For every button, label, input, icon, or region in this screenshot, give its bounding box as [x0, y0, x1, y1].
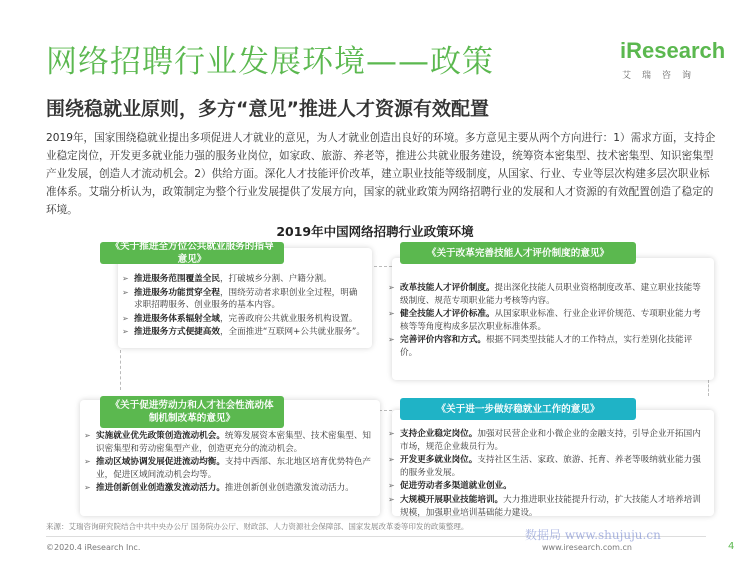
arrow-bullet-icon: ➢	[84, 457, 91, 467]
arrow-bullet-icon: ➢	[388, 481, 395, 491]
connector-right	[708, 380, 709, 396]
logo-wordmark: iResearch	[620, 38, 726, 63]
policy-card-header: 《关于推进全方位公共就业服务的指导意见》	[100, 242, 284, 264]
list-item: ➢ 实施就业优先政策创造流动机会。统筹发展资本密集型、技术密集型、知识密集型和劳动密集型产业，创造更充分的流动机会。	[84, 431, 372, 454]
arrow-bullet-icon: ➢	[388, 309, 395, 319]
list-item: ➢ 促进劳动者多渠道就业创业。	[388, 481, 512, 492]
arrow-bullet-icon: ➢	[84, 483, 91, 493]
list-item: ➢ 开发更多就业岗位。支持社区生活、家政、旅游、托育、养老等吸纳就业能力强的服务业发展。	[388, 455, 701, 478]
chart-title: 2019年中国网络招聘行业政策环境	[276, 224, 474, 239]
policy-card-list	[388, 428, 706, 520]
iresearch-logo	[620, 38, 726, 84]
arrow-bullet-icon: ➢	[122, 274, 129, 283]
logo-chinese-name: 艾瑞咨询	[622, 71, 703, 81]
list-item: ➢ 推动区域协调发展促进流动均衡。支持中西部、东北地区培育优势特色产业，促进区域间流动机会均等。	[84, 457, 372, 480]
arrow-bullet-icon: ➢	[388, 429, 395, 438]
list-item: ➢ 完善评价内容和方式。根据不同类型技能人才的工作特点，实行差别化技能评价。	[388, 335, 693, 358]
list-item: ➢ 健全技能人才评价标准。从国家职业标准、行业企业评价规范、专项职业能力考核等等角度构成多层次职业标准体系。	[388, 309, 701, 332]
policy-card-list	[84, 430, 376, 496]
connector-left	[120, 350, 121, 390]
intro-paragraph: 2019年，国家围绕稳就业提出多项促进人才就业的意见，为人才就业创造出良好的环境。多方意见主要从两个方向进行：1）需求方面，支持企业稳定岗位，开发更多就业能力强的服务业岗位，如家政、旅游、养老等，推进公共就业服务建设，统筹资本密集型、技术密集型、知识密集型产业发展，创造人才流动机会。2）供给方面。深化人才技能评价改革，建立职业技能等级制度，从国家、行业、专业等层次构建多层次职业标准体系。艾瑞分析认为，政策制定为整个行业发展提供了发展方向，国家的就业政策为网络招聘行业的发展和人才资源的有效配置创造了稳定的环境。	[46, 132, 716, 217]
list-item: ➢ 推进服务功能贯穿全程，围绕劳动者求职创业全过程，明确求职招聘服务、创业服务的基本内容。	[122, 287, 358, 311]
list-item: ➢ 推进服务方式便捷高效，全面推进“互联网+公共就业服务”。	[122, 327, 365, 338]
policy-card-header: 《关于改革完善技能人才评价制度的意见》	[400, 242, 636, 264]
website-link[interactable]: www.iresearch.com.cn	[542, 543, 632, 552]
arrow-bullet-icon: ➢	[84, 431, 91, 440]
policy-card-header: 《关于进一步做好稳就业工作的意见》	[400, 398, 636, 420]
list-item: ➢ 改革技能人才评价制度。提出深化技能人员职业资格制度改革、建立职业技能等级制度、规范专项职业能力考核等内容。	[388, 283, 701, 306]
copyright: ©2020.4 iResearch Inc.	[46, 543, 141, 552]
arrow-bullet-icon: ➢	[388, 283, 395, 292]
watermark: 数据局 www.shujuju.cn	[525, 528, 661, 542]
list-item: ➢ 支持企业稳定岗位。加强对民营企业和小微企业的金融支持，引导企业开拓国内市场，规范企业裁员行为。	[388, 429, 701, 452]
arrow-bullet-icon: ➢	[388, 335, 395, 345]
arrow-bullet-icon: ➢	[122, 327, 129, 337]
list-item: ➢ 推进创新创业创造激发流动活力。推进创新创业创造激发流动活力。	[84, 483, 354, 494]
list-item: ➢ 推进服务体系辐射全域，完善政府公共就业服务机构设置。	[122, 313, 358, 324]
list-item: ➢ 推进服务范围覆盖全民，打破城乡分割、户籍分割。	[122, 274, 332, 284]
arrow-bullet-icon: ➢	[388, 494, 395, 504]
page-number: 4	[728, 541, 735, 552]
source-note: 来源：艾瑞咨询研究院结合中共中央办公厅 国务院办公厅、财政部、人力资源社会保障部、国家发展改革委等印发的政策整理。	[46, 522, 469, 531]
policy-card-list	[388, 282, 706, 361]
arrow-bullet-icon: ➢	[388, 455, 395, 465]
list-item: ➢ 大规模开展职业技能培训。大力推进职业技能提升行动，扩大技能人才培养培训规模，加强职业培训基础能力建设。	[388, 494, 701, 518]
arrow-bullet-icon: ➢	[122, 313, 129, 323]
page-subtitle: 围绕稳就业原则，多方“意见”推进人才资源有效配置	[46, 98, 489, 120]
policy-card-header: 《关于促进劳动力和人才社会性流动体制机制改革的意见》	[100, 396, 284, 428]
arrow-bullet-icon: ➢	[122, 287, 129, 297]
page-title: 网络招聘行业发展环境——政策	[46, 44, 494, 80]
policy-card-list	[122, 273, 366, 340]
